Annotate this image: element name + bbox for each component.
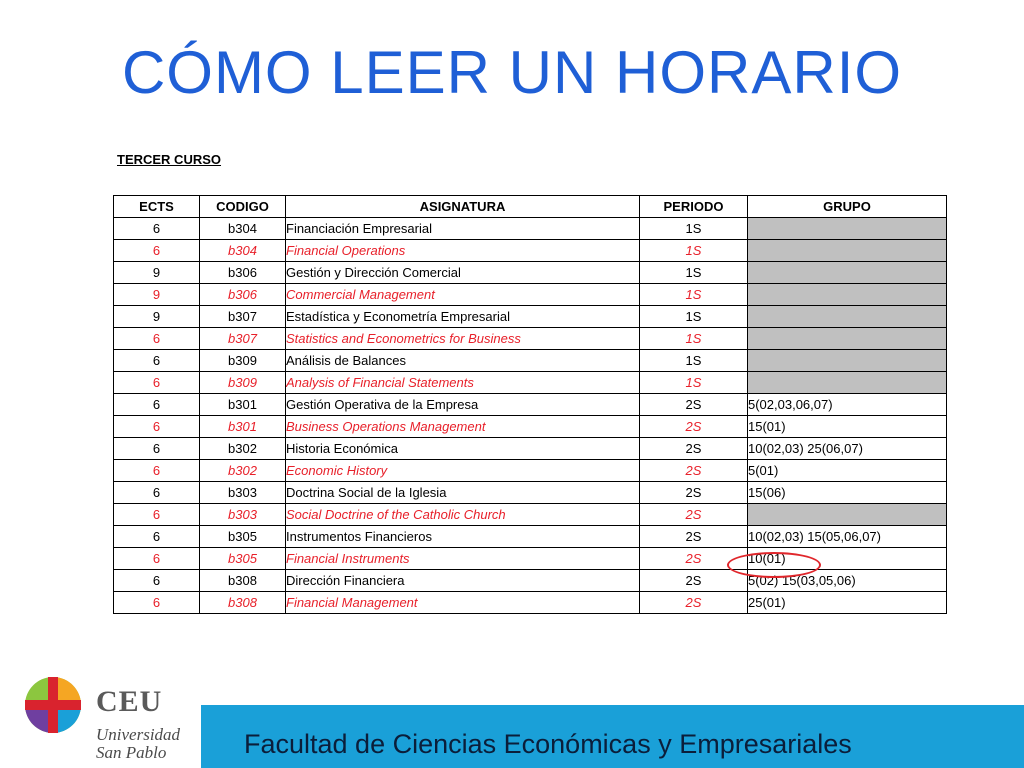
- group-cell: [748, 350, 947, 372]
- ects-cell: 6: [114, 592, 200, 614]
- period-cell: 2S: [640, 548, 748, 570]
- group-cell: 25(01): [748, 592, 947, 614]
- header-asignatura: ASIGNATURA: [286, 196, 640, 218]
- subject-cell: Analysis of Financial Statements: [286, 372, 640, 394]
- ects-cell: 6: [114, 218, 200, 240]
- subject-cell: Commercial Management: [286, 284, 640, 306]
- ceu-emblem-icon: [24, 676, 82, 734]
- subject-cell: Gestión y Dirección Comercial: [286, 262, 640, 284]
- period-cell: 1S: [640, 306, 748, 328]
- ects-cell: 6: [114, 460, 200, 482]
- table-row: [114, 438, 947, 460]
- period-cell: 2S: [640, 526, 748, 548]
- group-cell: [748, 218, 947, 240]
- code-cell: b305: [200, 526, 286, 548]
- ects-cell: 6: [114, 350, 200, 372]
- table-row: [114, 592, 947, 614]
- subject-cell: Instrumentos Financieros: [286, 526, 640, 548]
- code-cell: b306: [200, 262, 286, 284]
- ects-cell: 6: [114, 416, 200, 438]
- code-cell: b303: [200, 504, 286, 526]
- schedule-table: [113, 195, 947, 614]
- ects-cell: 6: [114, 548, 200, 570]
- ects-cell: 9: [114, 306, 200, 328]
- table-row: [114, 416, 947, 438]
- period-cell: 1S: [640, 284, 748, 306]
- subject-cell: Análisis de Balances: [286, 350, 640, 372]
- subject-cell: Gestión Operativa de la Empresa: [286, 394, 640, 416]
- period-cell: 2S: [640, 570, 748, 592]
- code-cell: b303: [200, 482, 286, 504]
- logo-line-1: Universidad: [96, 725, 181, 744]
- period-cell: 2S: [640, 592, 748, 614]
- group-cell: 5(02,03,06,07): [748, 394, 947, 416]
- table-header-row: [114, 196, 947, 218]
- table-row: [114, 262, 947, 284]
- code-cell: b301: [200, 394, 286, 416]
- table-row: [114, 372, 947, 394]
- period-cell: 1S: [640, 218, 748, 240]
- table-row: [114, 218, 947, 240]
- period-cell: 2S: [640, 460, 748, 482]
- subject-cell: Financiación Empresarial: [286, 218, 640, 240]
- subject-cell: Social Doctrine of the Catholic Church: [286, 504, 640, 526]
- logo-line-2: San Pablo: [96, 743, 167, 762]
- subject-cell: Dirección Financiera: [286, 570, 640, 592]
- table-row: [114, 350, 947, 372]
- group-cell: [748, 504, 947, 526]
- code-cell: b304: [200, 218, 286, 240]
- subject-cell: Doctrina Social de la Iglesia: [286, 482, 640, 504]
- period-cell: 1S: [640, 262, 748, 284]
- table-row: [114, 306, 947, 328]
- course-heading: TERCER CURSO: [117, 152, 222, 167]
- ects-cell: 6: [114, 438, 200, 460]
- group-cell: [748, 328, 947, 350]
- header-grupo: GRUPO: [748, 196, 947, 218]
- table-row: [114, 526, 947, 548]
- group-cell: 10(02,03) 15(05,06,07): [748, 526, 947, 548]
- group-cell: 15(01): [748, 416, 947, 438]
- group-cell: [748, 262, 947, 284]
- subject-cell: Economic History: [286, 460, 640, 482]
- code-cell: b301: [200, 416, 286, 438]
- subject-cell: Financial Management: [286, 592, 640, 614]
- period-cell: 2S: [640, 504, 748, 526]
- slide-title: CÓMO LEER UN HORARIO: [121, 39, 903, 106]
- subject-cell: Business Operations Management: [286, 416, 640, 438]
- period-cell: 2S: [640, 482, 748, 504]
- table-row: [114, 394, 947, 416]
- group-cell: 15(06): [748, 482, 947, 504]
- subject-cell: Historia Económica: [286, 438, 640, 460]
- code-cell: b309: [200, 350, 286, 372]
- period-cell: 2S: [640, 416, 748, 438]
- period-cell: 1S: [640, 350, 748, 372]
- code-cell: b308: [200, 592, 286, 614]
- subject-cell: Estadística y Econometría Empresarial: [286, 306, 640, 328]
- period-cell: 1S: [640, 372, 748, 394]
- footer-bar: [201, 705, 1024, 768]
- highlight-circle: [727, 552, 821, 578]
- university-logo: [24, 676, 204, 768]
- table-row: [114, 570, 947, 592]
- code-cell: b308: [200, 570, 286, 592]
- header-ects: ECTS: [114, 196, 200, 218]
- logo-name: CEU: [96, 685, 163, 718]
- ects-cell: 6: [114, 482, 200, 504]
- code-cell: b307: [200, 306, 286, 328]
- table-row: [114, 548, 947, 570]
- ects-cell: 6: [114, 394, 200, 416]
- group-cell: 5(01): [748, 460, 947, 482]
- ects-cell: 6: [114, 570, 200, 592]
- group-cell: [748, 240, 947, 262]
- code-cell: b302: [200, 438, 286, 460]
- table-row: [114, 482, 947, 504]
- table-row: [114, 504, 947, 526]
- period-cell: 1S: [640, 328, 748, 350]
- table-row: [114, 240, 947, 262]
- ects-cell: 6: [114, 240, 200, 262]
- code-cell: b309: [200, 372, 286, 394]
- table-body: [114, 218, 947, 614]
- group-cell: 10(02,03) 25(06,07): [748, 438, 947, 460]
- subject-cell: Financial Instruments: [286, 548, 640, 570]
- group-cell: [748, 372, 947, 394]
- ects-cell: 6: [114, 526, 200, 548]
- period-cell: 2S: [640, 394, 748, 416]
- group-cell: [748, 306, 947, 328]
- code-cell: b305: [200, 548, 286, 570]
- table-row: [114, 460, 947, 482]
- group-cell: 10(01): [748, 548, 947, 570]
- ects-cell: 6: [114, 504, 200, 526]
- header-codigo: CODIGO: [200, 196, 286, 218]
- group-cell: 5(02) 15(03,05,06): [748, 570, 947, 592]
- code-cell: b304: [200, 240, 286, 262]
- ects-cell: 6: [114, 372, 200, 394]
- ects-cell: 6: [114, 328, 200, 350]
- ects-cell: 9: [114, 284, 200, 306]
- code-cell: b306: [200, 284, 286, 306]
- period-cell: 1S: [640, 240, 748, 262]
- code-cell: b302: [200, 460, 286, 482]
- table-row: [114, 284, 947, 306]
- subject-cell: Statistics and Econometrics for Business: [286, 328, 640, 350]
- ects-cell: 9: [114, 262, 200, 284]
- logo-subtitle: [96, 726, 180, 762]
- period-cell: 2S: [640, 438, 748, 460]
- group-cell: [748, 284, 947, 306]
- header-periodo: PERIODO: [640, 196, 748, 218]
- subject-cell: Financial Operations: [286, 240, 640, 262]
- footer-faculty-name: Facultad de Ciencias Económicas y Empresariales: [244, 729, 852, 759]
- code-cell: b307: [200, 328, 286, 350]
- table-row: [114, 328, 947, 350]
